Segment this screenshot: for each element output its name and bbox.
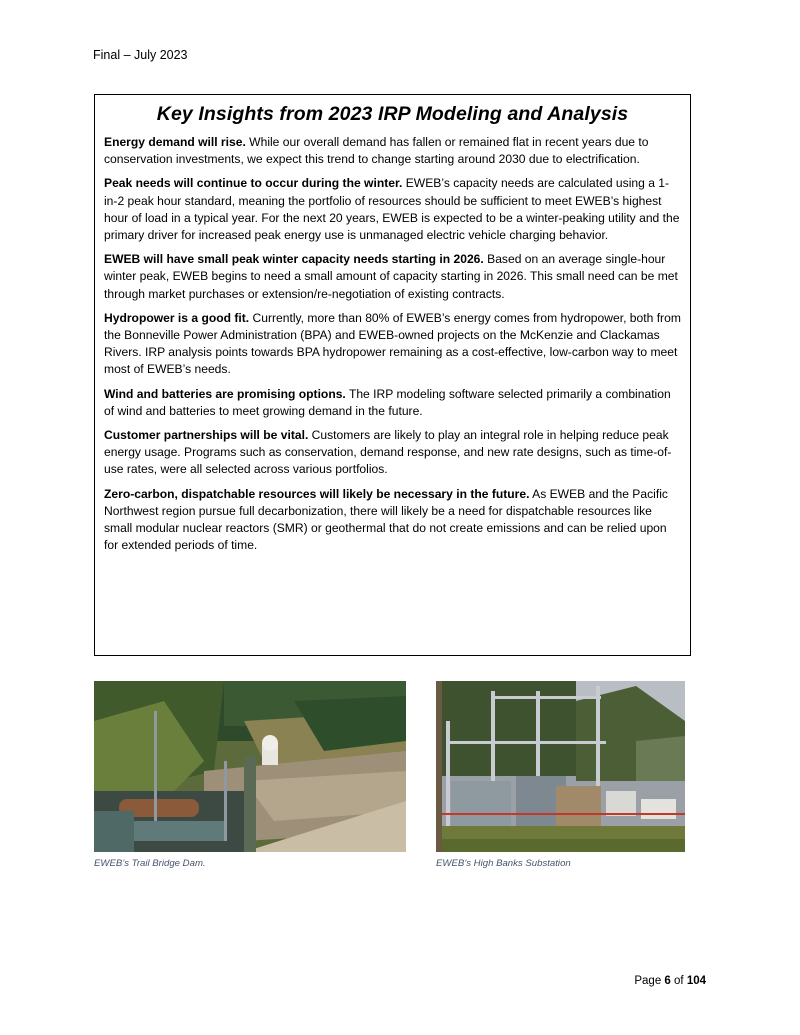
- insight-paragraph: [104, 427, 681, 479]
- photo-caption-left: EWEB’s Trail Bridge Dam.: [94, 858, 206, 869]
- high-banks-substation-photo: [436, 681, 685, 852]
- current-page: 6: [664, 975, 671, 987]
- insight-body: Currently, more than 80% of EWEB’s energy comes from hydropower, both from the Bonneville Power Administration (BPA) and EWEB-owned projects on the McKenzie and Clackamas Rivers. IRP analysis points towards BPA hydropower remaining as a cost-effective, low-carbon way to meet most of EWEB’s needs.: [104, 310, 681, 377]
- key-insights-box: [94, 94, 691, 656]
- insight-lead: Peak needs will continue to occur during the winter.: [104, 176, 403, 191]
- trail-bridge-dam-photo: [94, 681, 406, 852]
- page-header: Final – July 2023: [93, 48, 188, 62]
- insight-paragraph: [104, 386, 681, 420]
- insight-paragraph: [104, 486, 681, 555]
- insight-paragraph: [104, 251, 681, 303]
- page-middle: of: [670, 975, 687, 987]
- insight-lead: Zero-carbon, dispatchable resources will likely be necessary in the future.: [104, 486, 530, 501]
- insight-lead: Energy demand will rise.: [104, 135, 246, 149]
- insight-paragraph: [104, 134, 681, 168]
- insight-lead: Hydropower is a good fit.: [104, 310, 250, 325]
- page-prefix: Page: [634, 975, 665, 987]
- insight-body: Customers are likely to play an integral role in helping reduce peak energy usage. Programs such as conservation, demand response, and new rate designs, such as time-of-use rates, were all selected across various portfolios.: [104, 428, 672, 477]
- insight-lead: Wind and batteries are promising options.: [104, 386, 346, 401]
- insight-paragraph: [104, 310, 681, 379]
- photo-caption-right: EWEB’s High Banks Substation: [436, 858, 571, 869]
- insight-lead: EWEB will have small peak winter capacity needs starting in 2026.: [104, 252, 484, 267]
- insight-lead: Customer partnerships will be vital.: [104, 428, 309, 443]
- total-pages: 104: [686, 975, 706, 987]
- insight-body: EWEB’s capacity needs are calculated using a 1-in-2 peak hour standard, meaning the portfolio of resources should be sufficient to meet EWEB’s highest hour of load in a typical year. For the next 20 years, EWEB is expected to be a winter-peaking utility and the primary driver for increased peak energy use is unmanaged electric vehicle charging behavior.: [104, 176, 680, 243]
- insight-body: As EWEB and the Pacific Northwest region pursue full decarbonization, there will likely be a need for dispatchable resources like small modular nuclear reactors (SMR) or geothermal that do not create emissions and can be relied upon for extended periods of time.: [104, 486, 668, 553]
- key-insights-title: Key Insights from 2023 IRP Modeling and Analysis: [156, 103, 629, 125]
- insight-body: Based on an average single-hour winter peak, EWEB begins to need a small amount of capacity starting in 2026. This small need can be met through market purchases or extension/re-negotiation of existing contracts.: [104, 252, 678, 301]
- insight-paragraph: [104, 175, 681, 244]
- page-number: [634, 975, 706, 987]
- insight-body: While our overall demand has fallen or remained flat in recent years due to conservation investments, we expect this trend to change starting around 2030 due to electrification.: [104, 135, 649, 167]
- insight-body: The IRP modeling software selected primarily a combination of wind and batteries to meet growing demand in the future.: [104, 386, 671, 418]
